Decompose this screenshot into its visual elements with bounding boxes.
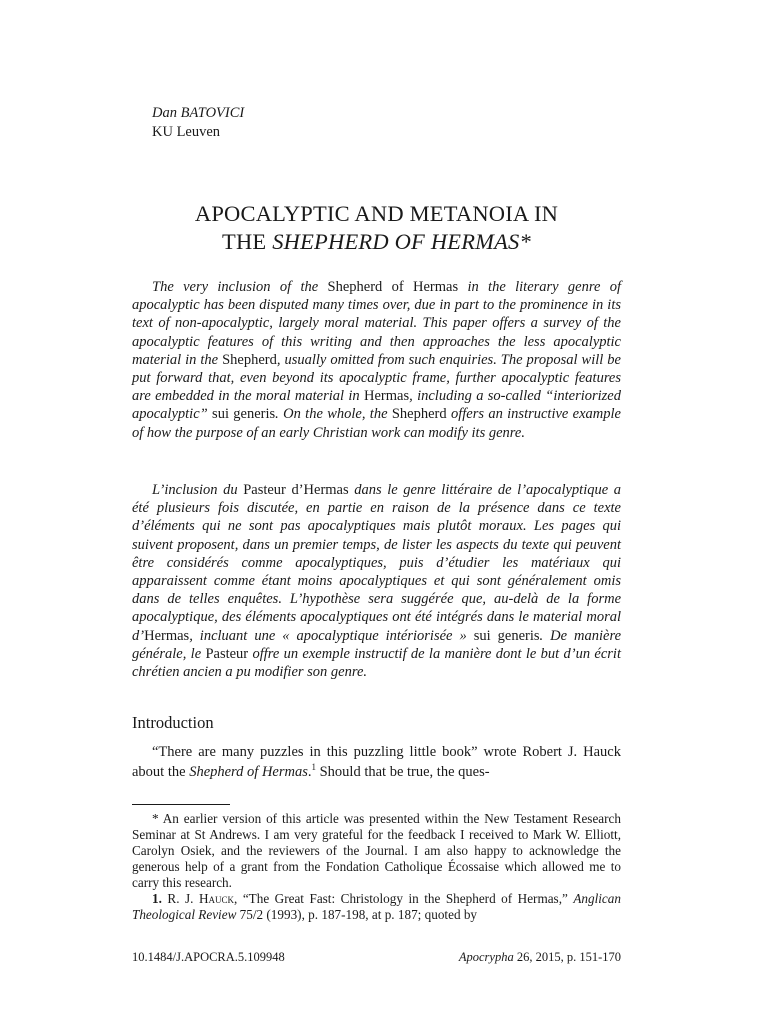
abs-en-s6: Hermas xyxy=(364,388,410,405)
title-italic: SHEPHERD OF HERMAS* xyxy=(272,229,531,254)
author-name: Dan BATOVICI xyxy=(152,105,245,121)
abs-en-s5: , usually omitted from such enquiries. The proposal will be put forward that, even beyond its apocalyptic frame, further apocalyptic features are embedded in the moral material in xyxy=(132,351,621,405)
abs-en-s4: Shepherd xyxy=(222,351,277,368)
fn1-c: 75/2 (1993), p. 187-198, at p. 187; quoted by xyxy=(236,907,478,922)
section-heading: Introduction xyxy=(132,713,214,732)
abstract-french xyxy=(132,481,621,681)
abs-fr-s9: offre un exemple instructif de la manière dont le but d’un écrit chrétien ancien a pu modifier son genre. xyxy=(132,645,621,681)
abs-en-s2: Shepherd of Hermas xyxy=(327,279,459,295)
fn1-journal: Anglican Theological Review xyxy=(132,891,621,922)
title-line-1: APOCALYPTIC AND METANOIA IN xyxy=(194,201,559,226)
abs-en-s1: The very inclusion of the xyxy=(152,279,328,295)
footnotes xyxy=(132,811,621,923)
intro-paragraph xyxy=(132,742,621,782)
doi[interactable]: 10.1484/J.APOCRA.5.109948 xyxy=(132,950,285,964)
abs-fr-s8: Pasteur xyxy=(205,645,249,662)
abs-fr-s4: Hermas xyxy=(144,627,190,644)
paper-page xyxy=(132,0,621,1024)
footnote-star: * An earlier version of this article was presented within the New Testament Research Seminar at St Andrews. I am very grateful for the feedback I received to Mark W. Elliott, Carolyn Osiek, and the reviewers of the Journal. I am also happy to acknowledge the generous help of a grant from the Fondation Catholique Écossaise which allowed me to carry this research. xyxy=(132,811,621,890)
footnote-1 xyxy=(132,891,621,923)
intro-s1: “There are many puzzles in this puzzling little book” wrote Robert J. Hauck about the xyxy=(132,744,621,780)
article-title xyxy=(132,200,621,256)
abs-fr-s5: , incluant une « apocalyptique intériorisée » xyxy=(189,627,474,644)
abs-en-s8: sui generis xyxy=(212,406,276,423)
journal-name: Apocrypha xyxy=(458,950,514,964)
author-block xyxy=(152,104,244,142)
author-affiliation: KU Leuven xyxy=(152,124,221,140)
abs-fr-s2: Pasteur d’Hermas xyxy=(243,482,349,498)
footnote-ref[interactable]: 1 xyxy=(311,762,316,773)
abs-fr-s6: sui generis xyxy=(473,627,540,644)
title-prefix: THE xyxy=(222,229,273,254)
abs-en-s7: , including a so-called “interiorized apocalyptic” xyxy=(132,388,621,423)
journal-citation xyxy=(459,950,621,965)
abs-en-s3: in the literary genre of apocalyptic has been disputed many times over, due in part to the prominence in its text of non-apocalyptic, largely moral material. This paper offers a survey of the apocalyptic features of this writing and then approaches the less apocalyptic material in the xyxy=(132,279,622,368)
intro-s4: Should that be true, the ques- xyxy=(315,764,490,780)
fn1-a: R. J. xyxy=(161,891,199,906)
abstract-english xyxy=(132,278,621,442)
abs-en-s10: Shepherd xyxy=(391,406,447,423)
abs-fr-s7: . De manière générale, le xyxy=(132,627,622,662)
citation-detail: 26, 2015, p. 151-170 xyxy=(513,950,621,964)
fn1-b: , “The Great Fast: Christology in the Shepherd of Hermas,” xyxy=(234,891,574,906)
footnote-divider xyxy=(132,804,230,805)
fn1-author: Hauck xyxy=(198,891,234,906)
footnote-1-number: 1. xyxy=(152,891,162,906)
intro-s2: Shepherd of Hermas xyxy=(189,764,308,780)
intro-s3: . xyxy=(307,764,312,780)
abs-fr-s3: dans le genre littéraire de l’apocalyptique a été plusieurs fois discutée, en partie en raison de la présence dans ce texte d’éléments qui ne sont pas apocalyptiques mais plutôt moraux. Les pages qui suivent proposent, dans un premier temps, de lister les aspects du texte qui peuvent être considérés comme apocalyptiques, puis d’étudier les matériaux qui apparaissent comme étant moins apocalyptiques et qui sont généralement omis dans de telles enquêtes. L’hypothèse sera suggérée que, au-delà de la forme apocalyptique, des éléments apocalyptiques ont été intégrés dans le material moral d’ xyxy=(132,482,621,644)
abs-en-s11: offers an instructive example of how the purpose of an early Christian work can modify its genre. xyxy=(132,406,621,441)
abs-fr-s1: L’inclusion du xyxy=(152,482,244,498)
abs-en-s9: . On the whole, the xyxy=(275,406,392,423)
title-line-2 xyxy=(132,228,621,256)
